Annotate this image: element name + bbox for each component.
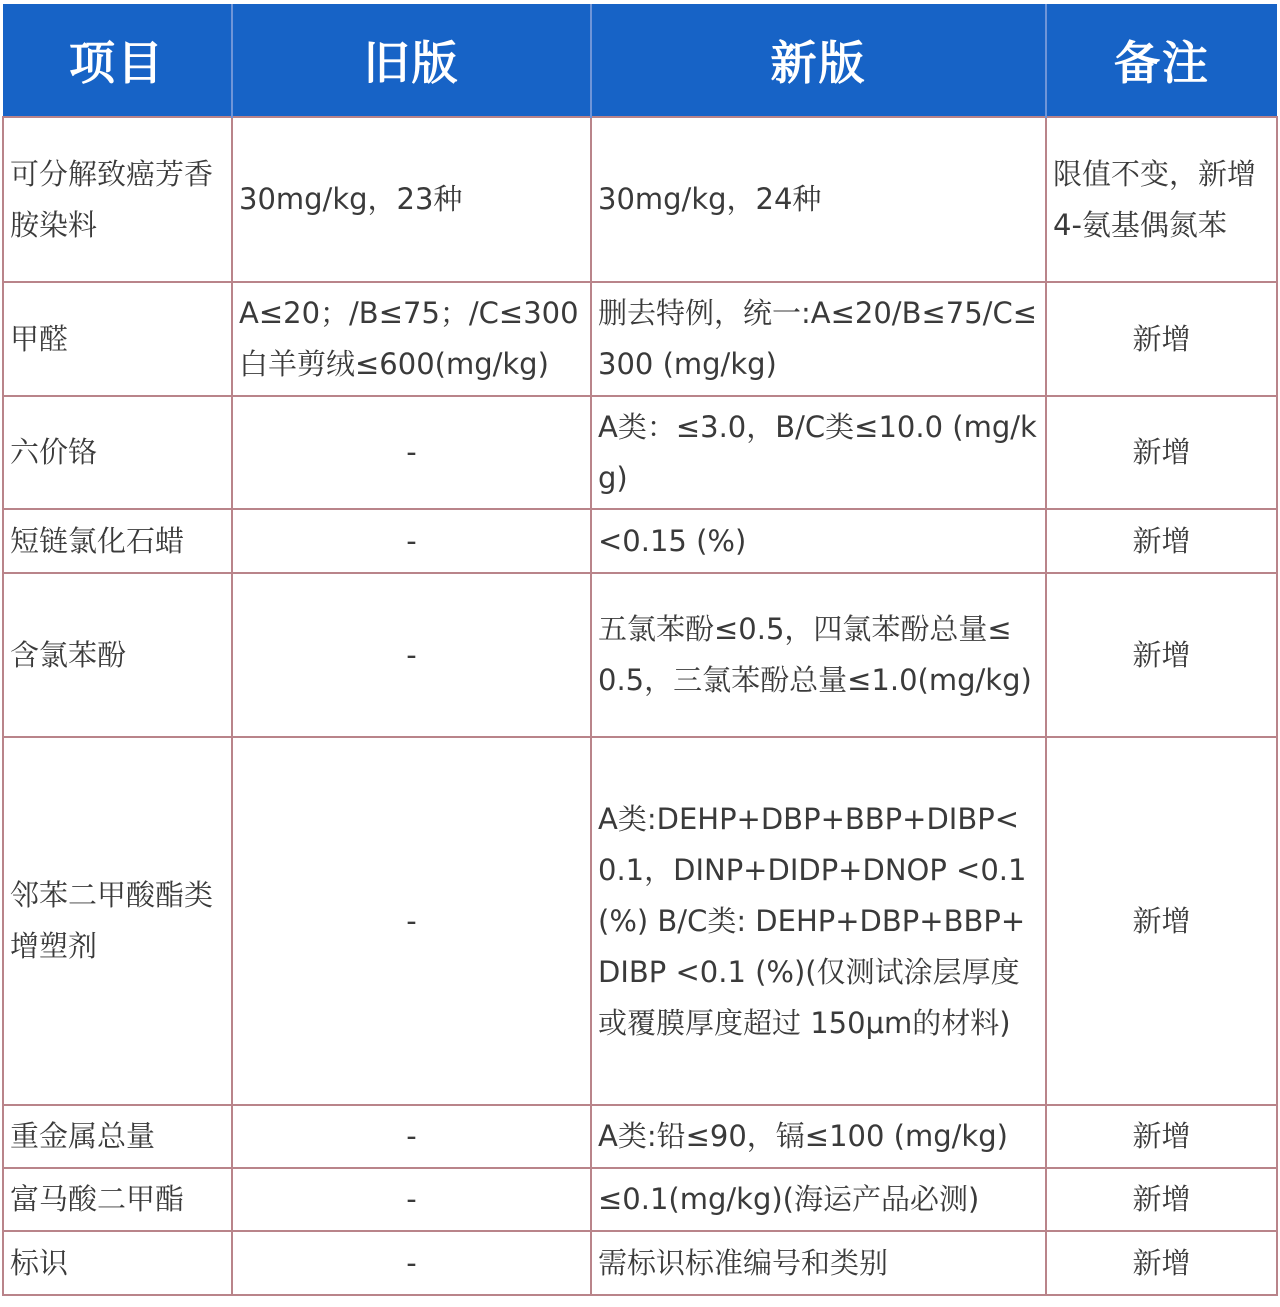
cell-note: 新增 [1046, 573, 1277, 737]
cell-item: 可分解致癌芳香胺染料 [3, 117, 232, 282]
table-row [3, 1168, 1277, 1231]
cell-new: A类：≤3.0，B/C类≤10.0 (mg/kg) [591, 396, 1046, 509]
cell-item: 重金属总量 [3, 1105, 232, 1168]
cell-note: 新增 [1046, 1168, 1277, 1231]
header-row [3, 4, 1277, 117]
table-row [3, 117, 1277, 282]
cell-note: 新增 [1046, 509, 1277, 573]
cell-new: A类:DEHP+DBP+BBP+DIBP<0.1，DINP+DIDP+DNOP <0.1 (%) B/C类: DEHP+DBP+BBP+DIBP <0.1 (%)(仅测试涂层厚度或覆膜厚度超过 150μm的材料) [591, 737, 1046, 1105]
cell-item: 标识 [3, 1231, 232, 1295]
header-item: 项目 [3, 4, 232, 117]
table-row [3, 282, 1277, 396]
table-row [3, 396, 1277, 509]
cell-item: 邻苯二甲酸酯类增塑剂 [3, 737, 232, 1105]
cell-item: 含氯苯酚 [3, 573, 232, 737]
table-row [3, 509, 1277, 573]
header-old-version: 旧版 [232, 4, 591, 117]
cell-new: 需标识标准编号和类别 [591, 1231, 1046, 1295]
header-remarks: 备注 [1046, 4, 1277, 117]
cell-note: 新增 [1046, 396, 1277, 509]
table-row [3, 1105, 1277, 1168]
cell-old: - [232, 509, 591, 573]
cell-old: 30mg/kg，23种 [232, 117, 591, 282]
cell-old: - [232, 737, 591, 1105]
cell-note: 新增 [1046, 282, 1277, 396]
cell-note: 新增 [1046, 1231, 1277, 1295]
cell-note: 新增 [1046, 1105, 1277, 1168]
cell-old: - [232, 1231, 591, 1295]
cell-item: 六价铬 [3, 396, 232, 509]
cell-new: ≤0.1(mg/kg)(海运产品必测) [591, 1168, 1046, 1231]
cell-item: 富马酸二甲酯 [3, 1168, 232, 1231]
cell-new: 30mg/kg，24种 [591, 117, 1046, 282]
cell-old: - [232, 1105, 591, 1168]
cell-item: 甲醛 [3, 282, 232, 396]
cell-item: 短链氯化石蜡 [3, 509, 232, 573]
table-row [3, 573, 1277, 737]
comparison-table [2, 4, 1278, 1296]
cell-old: - [232, 1168, 591, 1231]
cell-new: A类:铅≤90，镉≤100 (mg/kg) [591, 1105, 1046, 1168]
cell-note: 新增 [1046, 737, 1277, 1105]
cell-old: - [232, 396, 591, 509]
header-new-version: 新版 [591, 4, 1046, 117]
cell-old: - [232, 573, 591, 737]
cell-note: 限值不变，新增4-氨基偶氮苯 [1046, 117, 1277, 282]
cell-new: 五氯苯酚≤0.5，四氯苯酚总量≤0.5，三氯苯酚总量≤1.0(mg/kg) [591, 573, 1046, 737]
table-row [3, 1231, 1277, 1295]
cell-old: A≤20；/B≤75；/C≤300白羊剪绒≤600(mg/kg) [232, 282, 591, 396]
cell-new: 删去特例，统一:A≤20/B≤75/C≤300 (mg/kg) [591, 282, 1046, 396]
cell-new: <0.15 (%) [591, 509, 1046, 573]
table-row [3, 737, 1277, 1105]
